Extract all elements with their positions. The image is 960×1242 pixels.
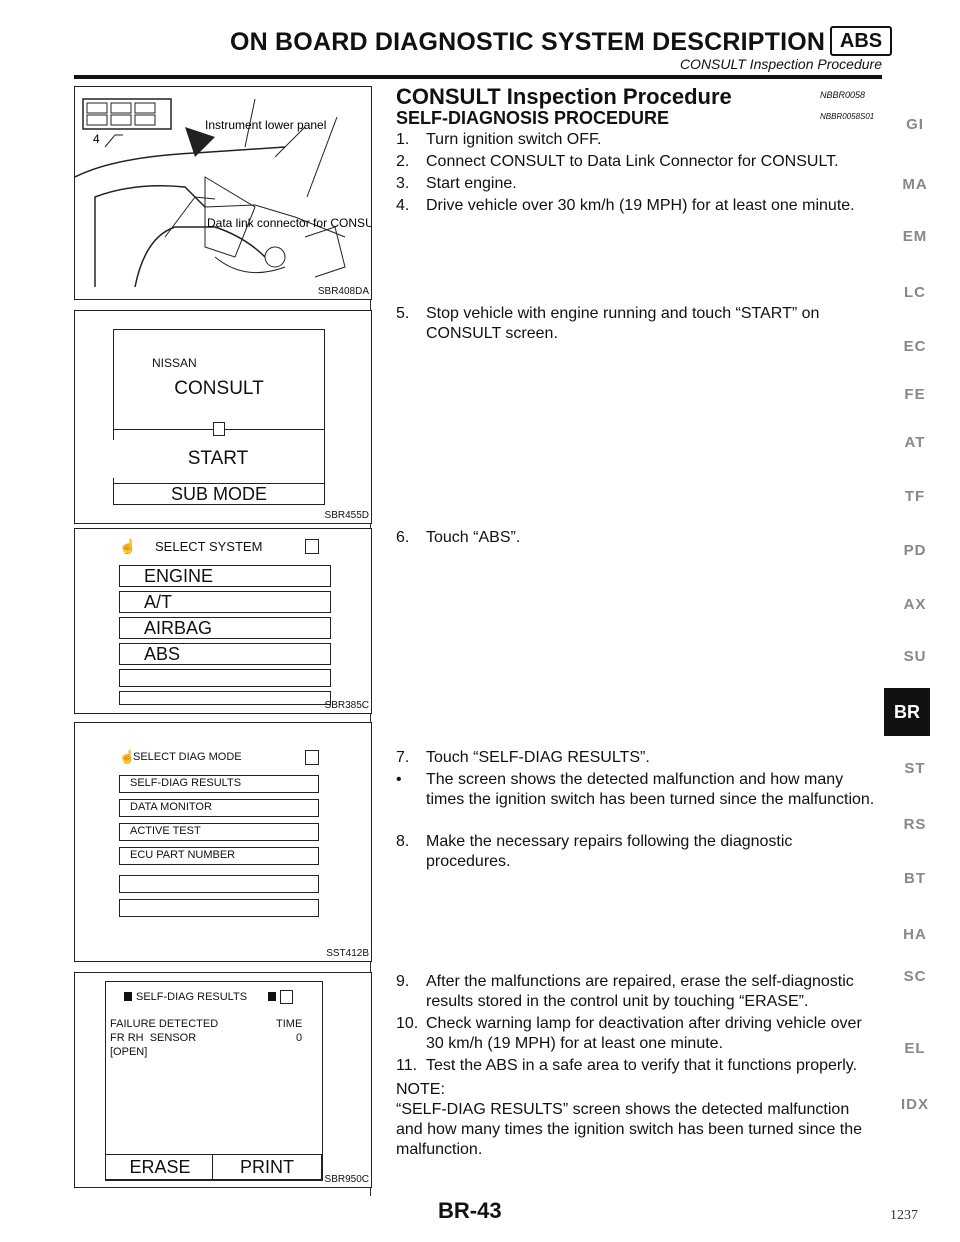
square-marker-icon [268,992,276,1001]
section-tab-lc[interactable]: LC [904,284,926,301]
scroll-box-icon[interactable] [305,750,319,765]
screen-title: SELECT SYSTEM [155,539,263,554]
section-tab-ha[interactable]: HA [903,926,927,943]
result-row-time: 0 [296,1032,303,1044]
fig1-label-connector: Data link connector for CONSULT [207,216,371,230]
section-tab-idx[interactable]: IDX [900,1096,929,1113]
figure-connector-location [74,86,372,300]
results-header [116,990,316,1006]
diag-item-data-monitor[interactable] [119,799,319,817]
step-number: 10. [396,1015,419,1032]
step-text: Connect CONSULT to Data Link Connector for CONSULT. [426,153,839,170]
diag-item-active-test[interactable] [119,823,319,841]
page-corner-number: 1237 [890,1208,918,1223]
section-tab-ax[interactable]: AX [903,596,927,613]
select-system-header [119,537,329,555]
step [396,832,880,872]
diag-mode-header [119,749,319,765]
figure-select-diag-mode-screen [74,722,372,962]
step [396,770,880,810]
step [396,1056,880,1076]
figure-code: SBR950C [324,1174,369,1185]
fig1-label-num: 4 [93,132,100,146]
section-code: NBBR0058 [820,90,866,100]
section-tab-fe[interactable]: FE [904,386,926,403]
figure-code: SBR455D [324,510,369,521]
step [396,1014,880,1054]
step-text: Check warning lamp for deactivation after driving vehicle over 30 km/h (19 MPH) for at least one minute. [426,1015,862,1052]
diag-item-self-diag-results[interactable] [119,775,319,793]
step-text: Make the necessary repairs following the diagnostic procedures. [426,833,793,870]
step-text: The screen shows the detected malfunction and how many times the ignition switch has been turned since the malfunction. [426,771,875,808]
step [396,196,880,216]
figure-consult-start-screen [74,310,372,524]
step [396,152,880,172]
step-number: 9. [396,973,410,990]
results-screen [105,981,323,1181]
step-number: 5. [396,305,410,322]
section-tab-bt[interactable]: BT [904,870,926,887]
start-button-label: START [187,448,249,469]
step-number: • [396,771,402,788]
abs-badge: ABS [830,26,892,56]
section-tab-br-active[interactable]: BR [884,688,930,736]
system-item-label: ABS [144,644,181,664]
step [396,528,880,548]
section-tab-su[interactable]: SU [903,648,927,665]
sub-mode-label: SUB MODE [170,484,267,504]
section-tab-ma[interactable]: MA [902,176,928,193]
pointer-icon [213,422,225,436]
print-button-label: PRINT [240,1157,294,1177]
diag-item-label: ECU PART NUMBER [130,849,236,861]
page-header-subtitle: CONSULT Inspection Procedure [679,56,882,72]
step-number: 4. [396,197,410,214]
result-row-item: FR RH SENSOR [110,1032,197,1044]
step-text: Start engine. [426,175,517,192]
diag-item-empty [119,875,319,893]
note-label: NOTE: [396,1081,445,1098]
system-item-airbag[interactable] [119,617,331,639]
note-text: “SELF-DIAG RESULTS” screen shows the detected malfunction and how many times the ignition switch has been turned since the malfunction. [396,1101,863,1158]
system-item-abs[interactable] [119,643,331,665]
procedure-title: SELF-DIAGNOSIS PROCEDURE [396,108,670,128]
section-tab-rs[interactable]: RS [903,816,927,833]
system-item-label: ENGINE [144,566,214,586]
fig1-label-panel: Instrument lower panel [205,118,327,132]
step-text: Test the ABS in a safe area to verify that it functions properly. [426,1057,858,1074]
diag-item-label: ACTIVE TEST [130,825,201,837]
erase-button[interactable] [105,1154,216,1180]
result-row-status: [OPEN] [110,1046,148,1058]
diag-item-empty [119,899,319,917]
brand-label: NISSAN [152,356,197,370]
screen-title: SELF-DIAG RESULTS [136,991,248,1003]
step-text: Stop vehicle with engine running and touch “START” on CONSULT screen. [426,305,820,342]
connector-location-illustration [75,87,371,299]
scroll-box-icon[interactable] [280,990,293,1004]
consult-screen [113,329,325,501]
scroll-box-icon[interactable] [305,539,319,554]
step [396,748,880,768]
section-tab-pd[interactable]: PD [903,542,927,559]
section-tab-gi[interactable]: GI [906,116,924,133]
step [396,174,880,194]
col-header-time: TIME [276,1018,303,1030]
section-tab-sc[interactable]: SC [903,968,927,985]
erase-button-label: ERASE [129,1157,191,1177]
page-number: BR-43 [438,1198,502,1223]
step-number: 7. [396,749,410,766]
figure-code: SBR385C [324,700,369,711]
step-text: Touch “ABS”. [426,529,521,546]
system-item-empty [119,669,331,687]
step-text: Turn ignition switch OFF. [426,131,602,148]
section-tab-el[interactable]: EL [904,1040,926,1057]
page-header-title: ON BOARD DIAGNOSTIC SYSTEM DESCRIPTION [230,28,826,56]
step-number: 2. [396,153,410,170]
section-tab-em[interactable]: EM [902,228,928,245]
section-tab-ec[interactable]: EC [903,338,927,355]
step [396,972,880,1012]
finger-icon: ☝ [119,749,136,764]
app-label: CONSULT [174,378,264,399]
section-tab-st[interactable]: ST [904,760,926,777]
finger-icon: ☝ [119,538,137,554]
step-number: 11. [396,1057,418,1074]
figure-code: SST412B [326,948,369,959]
step-text: Drive vehicle over 30 km/h (19 MPH) for at least one minute. [426,197,855,214]
system-item-engine[interactable] [119,565,331,587]
step-number: 6. [396,529,410,546]
diag-item-ecu-part-number[interactable] [119,847,319,865]
step-text: After the malfunctions are repaired, erase the self-diagnostic results stored in the control unit by touching “ERASE”. [426,973,854,1010]
figure-code: SBR408DA [317,286,369,297]
step [396,304,880,344]
header-rule [74,75,882,79]
section-tab-tf[interactable]: TF [904,488,926,505]
procedure-code: NBBR0058S01 [820,112,875,121]
system-item-label: A/T [144,592,173,612]
print-button[interactable] [212,1154,322,1180]
step-number: 1. [396,131,410,148]
step-text: Touch “SELF-DIAG RESULTS”. [426,749,650,766]
diag-item-label: DATA MONITOR [130,801,212,813]
screen-title: SELECT DIAG MODE [133,751,242,763]
step [396,130,880,150]
start-button[interactable] [113,440,323,478]
diag-item-label: SELF-DIAG RESULTS [130,777,242,789]
figure-select-system-screen [74,528,372,714]
system-item-empty [119,691,331,705]
col-header-failure: FAILURE DETECTED [110,1018,219,1030]
system-item-at[interactable] [119,591,331,613]
figure-self-diag-results-screen [74,972,372,1188]
section-title: CONSULT Inspection Procedure [396,84,732,109]
section-tab-at[interactable]: AT [904,434,926,451]
step-number: 8. [396,833,410,850]
sub-mode-button[interactable] [113,483,325,505]
step-number: 3. [396,175,410,192]
system-item-label: AIRBAG [144,618,213,638]
square-marker-icon [124,992,132,1001]
